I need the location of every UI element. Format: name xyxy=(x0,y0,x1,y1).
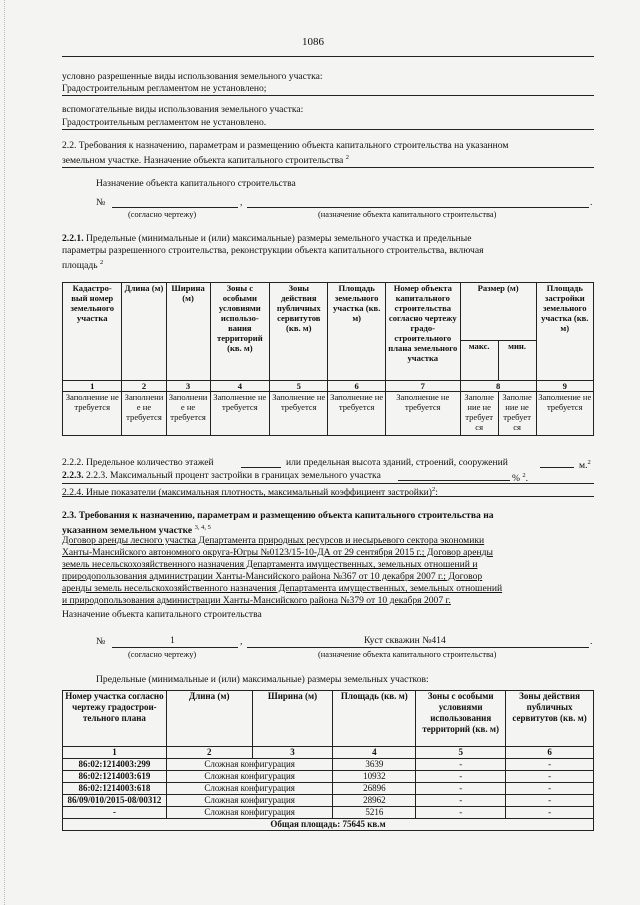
section-2-2-4: 2.2.4. Иные показатели (максимальная плотность, максимальный коэффициент застройки)$^2$: xyxy=(62,486,438,499)
section-2-2-4-rule xyxy=(62,496,594,497)
section-2-2-title-1: 2.2. Требования к назначению, параметрам и размещению объекта капитального строительства на указанном xyxy=(62,140,509,151)
section-2-2-1-line1: 2.2.1. Предельные (минимальные и (или) максимальные) размеры земельного участка и предельные xyxy=(62,233,472,244)
section-2-3-title-1: 2.3. Требования к назначению, параметрам и размещению объекта капитального строительства на xyxy=(62,510,494,521)
plot-special-zones: - xyxy=(416,795,506,807)
col-number: 7 xyxy=(385,381,460,392)
object-name-field xyxy=(247,647,589,648)
table-cell: Заполнение не требуется xyxy=(385,392,460,436)
plot-special-zones: - xyxy=(416,771,506,783)
col-number: 3 xyxy=(252,747,333,759)
plot-shape: Сложная конфигурация xyxy=(166,807,333,819)
caption-drawing: (согласно чертежу) xyxy=(128,210,197,219)
plot-area: 3639 xyxy=(333,759,416,771)
col-number: 1 xyxy=(63,381,122,392)
table-cell: Заполнение не требуется xyxy=(536,392,593,436)
plot-number: - xyxy=(63,807,167,819)
table-cell: Заполне ние не требует ся xyxy=(460,392,498,436)
conditional-uses-label: условно разрешенные виды использования земельного участка: xyxy=(62,71,323,82)
col-number: 6 xyxy=(506,747,594,759)
col-number: 5 xyxy=(270,381,328,392)
header-rule xyxy=(62,56,594,57)
header-size-min: мин. xyxy=(498,341,536,381)
purpose-label-2: Назначение объекта капитального строительства xyxy=(62,609,262,620)
object-number: 1 xyxy=(170,635,175,646)
caption-drawing-2: (согласно чертежу) xyxy=(128,650,197,659)
auxiliary-uses-value: Градостроительным регламентом не установлено. xyxy=(62,117,267,128)
comma-2: , xyxy=(240,636,243,647)
section-2-2-2-a: 2.2.2. Предельное количество этажей xyxy=(62,457,214,468)
table-cell: Заполнение не требуется xyxy=(328,392,385,436)
floors-field xyxy=(241,467,281,468)
plot-number: 86:02:1214003:618 xyxy=(63,783,167,795)
no-label: № xyxy=(96,197,106,208)
header-plot-area: Площадь земельного участка (кв. м) xyxy=(328,283,385,381)
header-building-area: Площадь застройки земельного участка (кв. м) xyxy=(536,283,593,381)
table-row xyxy=(63,795,594,807)
section-2-2-3-unit: % $^2$. xyxy=(512,472,529,485)
purpose-label: Назначение объекта капитального строительства xyxy=(96,178,296,189)
table-cell: Заполнение не требуется xyxy=(210,392,269,436)
object-number-field xyxy=(112,647,238,648)
col-number: 2 xyxy=(166,747,252,759)
plot-special-zones: - xyxy=(416,807,506,819)
section-2-2-1-line3: площадь $^2$ xyxy=(62,259,104,272)
header-easement-zones: Зоны действия публичных сервитутов (кв. м) xyxy=(270,283,328,381)
header-object-number: Номер объекта капитального строительства согласно чертежу градо- строительного плана земельного участка xyxy=(385,283,460,381)
table-cell: Заполнени е не требуется xyxy=(166,392,210,436)
header-size-max: макс. xyxy=(460,341,498,381)
agreement-line-3: земель несельскохозяйственного назначения Департамента имущественных, земельных отношений и xyxy=(62,559,478,570)
plot-easement: - xyxy=(506,759,594,771)
percent-field xyxy=(398,480,510,481)
parameters-table xyxy=(62,282,594,436)
col-number: 1 xyxy=(63,747,167,759)
plot-number: 86:02:1214003:619 xyxy=(63,771,167,783)
col-number: 9 xyxy=(536,381,593,392)
conditional-uses-rule xyxy=(62,95,594,96)
caption-purpose-2: (назначение объекта капитального строительства) xyxy=(318,650,497,659)
conditional-uses-value: Градостроительным регламентом не установлено; xyxy=(62,83,267,94)
height-field xyxy=(540,467,574,468)
col-number: 5 xyxy=(416,747,506,759)
header-plot-number: Номер участка согласно чертежу градострои- тельного плана xyxy=(63,691,167,747)
section-2-2-title-2: земельном участке. Назначение объекта капитального строительства $^2$ xyxy=(62,154,349,167)
header-easement-zones: Зоны действия публичных сервитутов (кв. м) xyxy=(506,691,594,747)
plot-shape: Сложная конфигурация xyxy=(166,759,333,771)
header-special-zones: Зоны с особыми условиями использо- вания территорий (кв. м) xyxy=(210,283,269,381)
header-area: Площадь (кв. м) xyxy=(333,691,416,747)
section-2-3-title-2: указанном земельном участке $^{3, 4, 5}$ xyxy=(62,524,211,537)
comma: , xyxy=(240,197,243,208)
table-row xyxy=(63,807,594,819)
header-length: Длина (м) xyxy=(166,691,252,747)
object-name: Куст скважин №414 xyxy=(364,635,446,646)
table-row xyxy=(63,759,594,771)
plot-shape: Сложная конфигурация xyxy=(166,783,333,795)
page-number: 1086 xyxy=(302,36,324,48)
table-row xyxy=(63,771,594,783)
agreement-line-1: Договор аренды лесного участка Департамента природных ресурсов и несырьевого сектора экономики xyxy=(62,535,485,546)
plot-easement: - xyxy=(506,795,594,807)
col-number: 4 xyxy=(210,381,269,392)
dot-2: . xyxy=(590,636,593,647)
col-number: 6 xyxy=(328,381,385,392)
col-number: 8 xyxy=(460,381,536,392)
header-special-zones: Зоны с особыми условиями использования территорий (кв. м) xyxy=(416,691,506,747)
header-width: Ширина (м) xyxy=(252,691,333,747)
scan-margin xyxy=(4,0,7,905)
no-label-2: № xyxy=(96,636,106,647)
plot-special-zones: - xyxy=(416,759,506,771)
auxiliary-uses-label: вспомогательные виды использования земельного участка: xyxy=(62,104,304,115)
plot-area: 5216 xyxy=(333,807,416,819)
table-row xyxy=(63,783,594,795)
plot-number: 86:02:1214003:299 xyxy=(63,759,167,771)
agreement-line-6: и природопользования администрации Ханты-Мансийского района №379 от 10 декабря 2007 г. xyxy=(62,595,451,606)
total-area: Общая площадь: 75645 кв.м xyxy=(63,819,594,831)
plots-table xyxy=(62,690,594,831)
section-2-2-3: 2.2.3. 2.2.3. Максимальный процент застройки в границах земельного участка xyxy=(62,470,381,481)
agreement-line-4: природопользования администрации Ханты-Мансийского района №367 от 10 декабря 2007 г.; Договор xyxy=(62,571,483,582)
plot-shape: Сложная конфигурация xyxy=(166,795,333,807)
purpose-field xyxy=(247,207,589,208)
col-number: 3 xyxy=(166,381,210,392)
section-2-2-rule xyxy=(62,167,594,168)
header-width: Ширина (м) xyxy=(166,283,210,381)
limits-label: Предельные (минимальные и (или) максимальные) размеры земельных участков: xyxy=(96,674,429,685)
plot-number: 86/09/010/2015-08/00312 xyxy=(63,795,167,807)
col-number: 4 xyxy=(333,747,416,759)
plot-area: 10932 xyxy=(333,771,416,783)
plot-easement: - xyxy=(506,771,594,783)
header-length: Длина (м) xyxy=(122,283,166,381)
agreement-line-2: Ханты-Мансийского автономного округа-Югры №0123/15-10-ДА от 29 сентября 2015 г.; Договор аренды xyxy=(62,547,493,558)
dot: . xyxy=(590,197,593,208)
table-cell: Заполнение не требуется xyxy=(270,392,328,436)
plot-easement: - xyxy=(506,783,594,795)
col-number: 2 xyxy=(122,381,166,392)
section-2-2-1-line2: параметры разрешенного строительства, реконструкции объекта капитального строительства, включая xyxy=(62,245,484,256)
table-cell: Заполнение не требуется xyxy=(63,392,122,436)
section-2-2-2-b: или предельная высота зданий, строений, сооружений xyxy=(286,457,508,468)
header-cadastral-number: Кадастро- вый номер земельного участка xyxy=(63,283,122,381)
plot-area: 28962 xyxy=(333,795,416,807)
table-cell: Заполне ние не требует ся xyxy=(498,392,536,436)
table-cell: Заполнени е не требуется xyxy=(122,392,166,436)
caption-purpose: (назначение объекта капитального строительства) xyxy=(318,210,497,219)
drawing-number-field xyxy=(112,207,238,208)
plot-special-zones: - xyxy=(416,783,506,795)
plot-area: 26896 xyxy=(333,783,416,795)
auxiliary-uses-rule xyxy=(62,129,594,130)
plot-easement: - xyxy=(506,807,594,819)
plot-shape: Сложная конфигурация xyxy=(166,771,333,783)
header-size: Размер (м) xyxy=(460,283,536,341)
agreement-line-5: аренды земель несельскохозяйственного назначения Департамента имущественных, земельных отношений xyxy=(62,583,503,594)
section-2-2-2-unit: м.$^2$ xyxy=(579,459,591,472)
